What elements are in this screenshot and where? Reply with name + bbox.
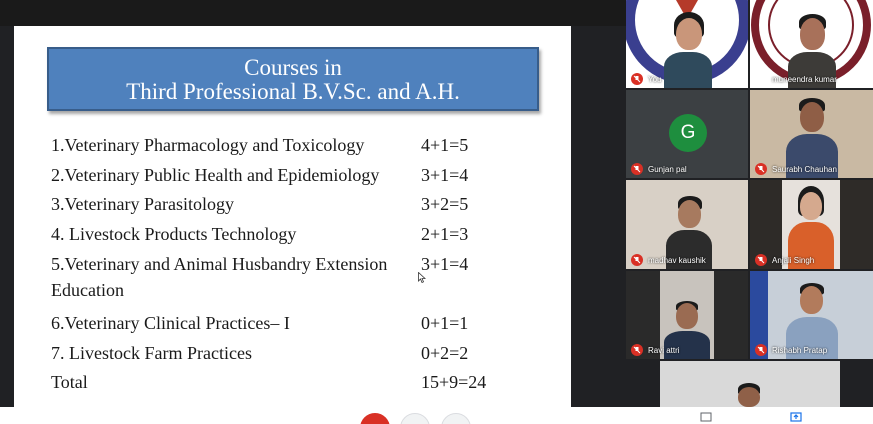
course-row	[51, 309, 561, 339]
participant-video	[724, 383, 774, 407]
course-name: 2.Veterinary Public Health and Epidemiology	[51, 164, 380, 185]
course-name: Total	[51, 372, 88, 392]
participant-video	[664, 12, 712, 88]
course-credit: 15+9=24	[421, 372, 487, 392]
participant-name: madhav kaushik	[648, 256, 706, 265]
course-name: 4. Livestock Products Technology	[51, 223, 297, 244]
participant-tile-saurabh-chauhan[interactable]	[750, 90, 873, 178]
mic-off-icon	[631, 73, 643, 85]
participant-name: You	[648, 75, 662, 84]
participant-tile-anjali-singh[interactable]	[750, 180, 873, 269]
participant-name: Gunjan pal	[648, 165, 687, 174]
slide-title	[47, 47, 539, 111]
participant-tile-you[interactable]	[626, 0, 748, 88]
mic-off-icon	[631, 344, 643, 356]
course-row	[51, 249, 561, 307]
course-row	[51, 220, 561, 250]
course-list	[51, 131, 561, 398]
mic-off-icon	[631, 163, 643, 175]
present-screen-icon[interactable]	[790, 412, 802, 422]
slide-title-line-1: Courses in	[244, 55, 342, 80]
participant-name: Rishabh Pratap	[772, 346, 828, 355]
top-bar	[0, 0, 626, 26]
participant-name: Ravi attri	[648, 346, 680, 355]
course-name: 1.Veterinary Pharmacology and Toxicology	[51, 135, 365, 155]
course-row	[51, 339, 561, 369]
mic-off-icon	[755, 254, 767, 266]
mic-off-icon	[755, 163, 767, 175]
course-row	[51, 131, 561, 161]
mic-off-icon	[755, 344, 767, 356]
course-name: 7. Livestock Farm Practices	[51, 342, 252, 363]
course-row	[51, 161, 561, 191]
shared-slide	[14, 26, 571, 407]
participant-tile-muneendra-kumar[interactable]	[750, 0, 873, 88]
course-credit: 0+2=2	[421, 342, 469, 363]
participant-name: Saurabh Chauhan	[772, 165, 837, 174]
course-row-total	[51, 368, 561, 398]
course-name: 3.Veterinary Parasitology	[51, 194, 234, 214]
slide-title-line-2: Third Professional B.V.Sc. and A.H.	[126, 79, 460, 104]
course-credit: 3+1=4	[421, 164, 469, 185]
course-name: 5.Veterinary and Animal Husbandry Extension Education	[51, 254, 388, 300]
participant-tile-ravi-attri[interactable]	[626, 271, 748, 359]
course-name: 6.Veterinary Clinical Practices– I	[51, 313, 290, 333]
course-credit: 2+1=3	[421, 223, 469, 244]
course-credit: 3+1=4	[421, 254, 469, 274]
participant-name: muneendra kumar	[772, 75, 837, 84]
course-credit: 3+2=5	[421, 194, 469, 214]
participant-avatar: G	[669, 114, 707, 152]
course-credit: 0+1=1	[421, 313, 469, 333]
captions-icon[interactable]	[700, 412, 712, 422]
course-row	[51, 190, 561, 220]
participant-name: Anjali Singh	[772, 256, 815, 265]
participant-tile-madhav-kaushik[interactable]	[626, 180, 748, 269]
participant-tile-rishabh-pratap[interactable]	[750, 271, 873, 359]
mic-off-icon	[631, 254, 643, 266]
participant-tile-partial[interactable]	[660, 361, 840, 407]
bottom-control-bar	[0, 407, 873, 424]
course-credit: 4+1=5	[421, 135, 469, 155]
mouse-cursor-icon	[418, 272, 426, 283]
